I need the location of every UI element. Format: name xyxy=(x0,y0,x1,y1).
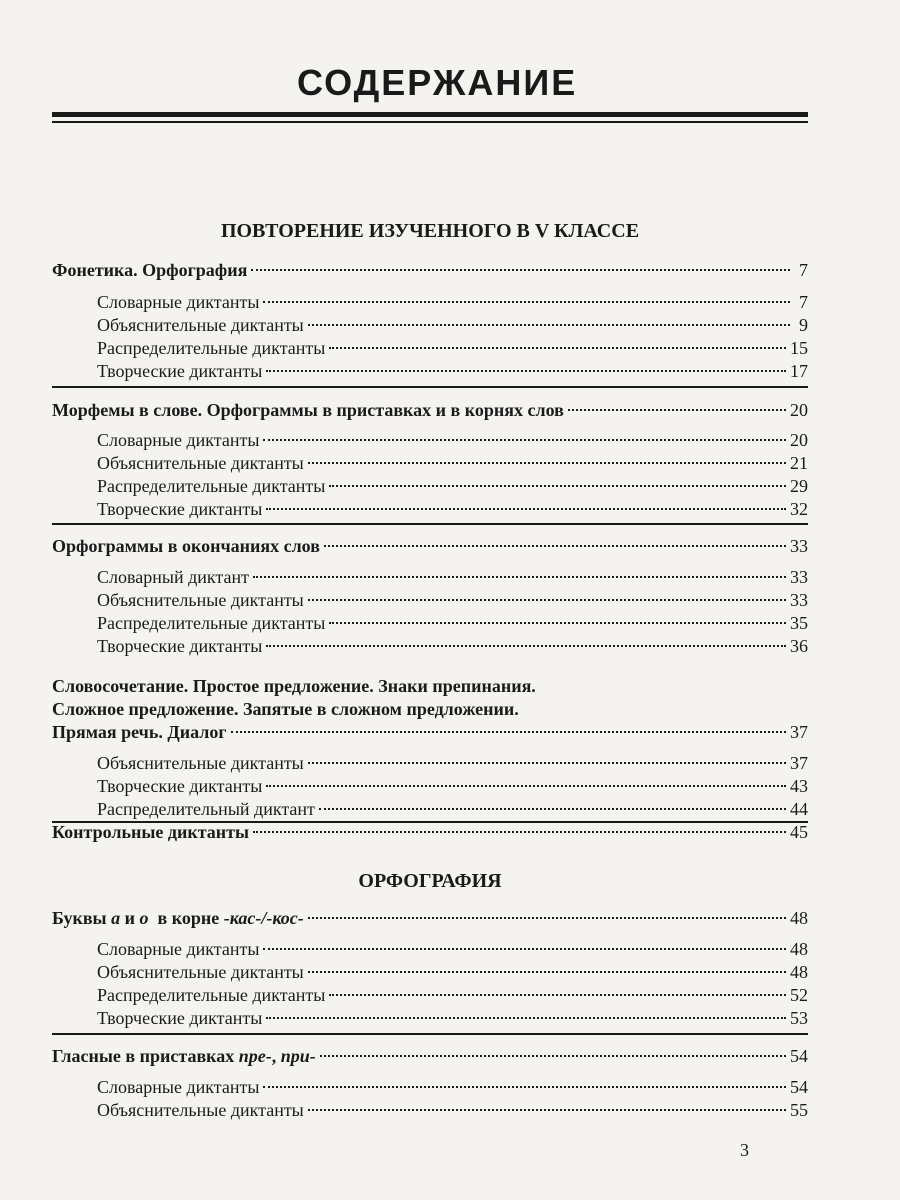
toc-label: Распределительные диктанты xyxy=(97,613,326,633)
toc-entry[interactable] xyxy=(52,611,808,635)
toc-label: Фонетика. Орфография xyxy=(52,260,248,280)
toc-label: Объяснительные диктанты xyxy=(97,753,304,773)
toc-entry[interactable] xyxy=(52,451,808,475)
toc-page-number: 32 xyxy=(790,499,808,519)
toc-page-number: 33 xyxy=(790,590,808,610)
toc-page-number: 17 xyxy=(790,361,808,381)
toc-label: Словарный диктант xyxy=(97,567,249,587)
section-divider xyxy=(52,386,808,388)
toc-page-number: 20 xyxy=(790,430,808,450)
toc-entry[interactable] xyxy=(52,565,808,589)
leader-dots xyxy=(308,1109,786,1111)
toc-entry[interactable] xyxy=(52,797,808,821)
toc-page-number: 45 xyxy=(790,822,808,842)
toc-entry[interactable] xyxy=(52,474,808,498)
toc-label: Объяснительные диктанты xyxy=(97,1100,304,1120)
toc-page-number: 48 xyxy=(790,939,808,959)
toc-page-number: 15 xyxy=(790,338,808,358)
toc-label: Словарные диктанты xyxy=(97,1077,260,1097)
toc-label: Объяснительные диктанты xyxy=(97,453,304,473)
toc-page-number: 55 xyxy=(790,1100,808,1120)
toc-entry[interactable] xyxy=(52,336,808,360)
toc-entry-main[interactable] xyxy=(52,398,808,422)
toc-label: Творческие диктанты xyxy=(97,636,263,656)
toc-page-number: 53 xyxy=(790,1008,808,1028)
page-title: СОДЕРЖАНИЕ xyxy=(297,62,578,103)
toc-entry-main[interactable] xyxy=(52,820,808,844)
leader-dots xyxy=(308,599,786,601)
leader-dots xyxy=(308,462,786,464)
leader-dots xyxy=(266,508,786,510)
toc-label: Орфограммы в окончаниях слов xyxy=(52,536,320,556)
leader-dots xyxy=(320,1055,786,1057)
leader-dots xyxy=(266,785,786,787)
toc-page-number: 20 xyxy=(790,400,808,420)
toc-label: Контрольные диктанты xyxy=(52,822,250,842)
toc-label: Творческие диктанты xyxy=(97,776,263,796)
toc-label: Буквы а и о в корне -кас-/-кос- xyxy=(52,908,304,928)
section-divider xyxy=(52,1033,808,1035)
toc-page-number: 48 xyxy=(790,962,808,982)
toc-heading-line: Словосочетание. Простое предложение. Знаки препинания. xyxy=(52,676,536,696)
toc-page-number: 21 xyxy=(790,453,808,473)
toc-label: Творческие диктанты xyxy=(97,1008,263,1028)
toc-entry-main[interactable] xyxy=(52,534,808,558)
toc-entry[interactable] xyxy=(52,313,808,337)
toc-label: Объяснительные диктанты xyxy=(97,315,304,335)
toc-label: Прямая речь. Диалог xyxy=(52,722,227,742)
toc-label: Объяснительные диктанты xyxy=(97,962,304,982)
toc-page-number: 36 xyxy=(790,636,808,656)
leader-dots xyxy=(253,831,786,833)
leader-dots xyxy=(263,439,786,441)
leader-dots xyxy=(329,485,786,487)
leader-dots xyxy=(263,301,790,303)
toc-entry[interactable] xyxy=(52,751,808,775)
toc-entry[interactable] xyxy=(52,960,808,984)
page-number: 3 xyxy=(740,1140,749,1160)
leader-dots xyxy=(266,645,786,647)
toc-label: Словарные диктанты xyxy=(97,430,260,450)
toc-entry[interactable] xyxy=(52,774,808,798)
toc-page-number: 35 xyxy=(790,613,808,633)
toc-page-number: 54 xyxy=(790,1077,808,1097)
toc-label: Распределительный диктант xyxy=(97,799,315,819)
leader-dots xyxy=(231,731,786,733)
toc-page-number: 7 xyxy=(799,292,808,312)
toc-label: Распределительные диктанты xyxy=(97,338,326,358)
leader-dots xyxy=(329,994,786,996)
leader-dots xyxy=(329,622,786,624)
toc-entry[interactable] xyxy=(52,634,808,658)
toc-page-number: 37 xyxy=(790,753,808,773)
toc-page-number: 9 xyxy=(799,315,808,335)
leader-dots xyxy=(263,948,786,950)
toc-heading-line: Сложное предложение. Запятые в сложном предложении. xyxy=(52,699,519,719)
leader-dots xyxy=(568,409,786,411)
section-heading: ОРФОГРАФИЯ xyxy=(358,870,502,892)
leader-dots xyxy=(319,808,786,810)
title-rule-thick xyxy=(52,112,808,117)
toc-entry[interactable] xyxy=(52,1006,808,1030)
toc-entry[interactable] xyxy=(52,428,808,452)
toc-label: Словарные диктанты xyxy=(97,292,260,312)
toc-entry[interactable] xyxy=(52,983,808,1007)
toc-page-number: 33 xyxy=(790,536,808,556)
leader-dots xyxy=(324,545,786,547)
toc-entry-main[interactable] xyxy=(52,720,808,744)
toc-page-number: 29 xyxy=(790,476,808,496)
toc-label: Творческие диктанты xyxy=(97,499,263,519)
toc-entry[interactable] xyxy=(52,497,808,521)
leader-dots xyxy=(266,370,786,372)
toc-page-number: 7 xyxy=(799,260,808,280)
section-heading: ПОВТОРЕНИЕ ИЗУЧЕННОГО В V КЛАССЕ xyxy=(220,220,640,242)
toc-entry-main[interactable] xyxy=(52,258,808,282)
leader-dots xyxy=(329,347,786,349)
toc-label: Творческие диктанты xyxy=(97,361,263,381)
leader-dots xyxy=(308,324,790,326)
leader-dots xyxy=(308,762,786,764)
toc-label: Словарные диктанты xyxy=(97,939,260,959)
toc-entry-main[interactable] xyxy=(52,1044,808,1068)
toc-label: Объяснительные диктанты xyxy=(97,590,304,610)
title-rule-thin xyxy=(52,121,808,123)
toc-page-number: 44 xyxy=(790,799,808,819)
leader-dots xyxy=(266,1017,786,1019)
leader-dots xyxy=(263,1086,786,1088)
toc-page-number: 43 xyxy=(790,776,808,796)
toc-label: Распределительные диктанты xyxy=(97,476,326,496)
toc-page-number: 37 xyxy=(790,722,808,742)
leader-dots xyxy=(308,971,786,973)
toc-entry[interactable] xyxy=(52,937,808,961)
toc-entry[interactable] xyxy=(52,1075,808,1099)
toc-entry[interactable] xyxy=(52,588,808,612)
leader-dots xyxy=(251,269,790,271)
toc-entry[interactable] xyxy=(52,290,808,314)
toc-entry[interactable] xyxy=(52,1098,808,1122)
leader-dots xyxy=(253,576,786,578)
toc-label: Гласные в приставках пре-, при- xyxy=(52,1046,316,1066)
leader-dots xyxy=(308,917,786,919)
toc-page-number: 52 xyxy=(790,985,808,1005)
toc-entry-main[interactable] xyxy=(52,906,808,930)
toc-page-number: 54 xyxy=(790,1046,808,1066)
toc-page-number: 33 xyxy=(790,567,808,587)
toc-page-number: 48 xyxy=(790,908,808,928)
toc-entry[interactable] xyxy=(52,359,808,383)
section-divider xyxy=(52,523,808,525)
toc-label: Распределительные диктанты xyxy=(97,985,326,1005)
toc-label: Морфемы в слове. Орфограммы в приставках и в корнях слов xyxy=(52,400,564,420)
